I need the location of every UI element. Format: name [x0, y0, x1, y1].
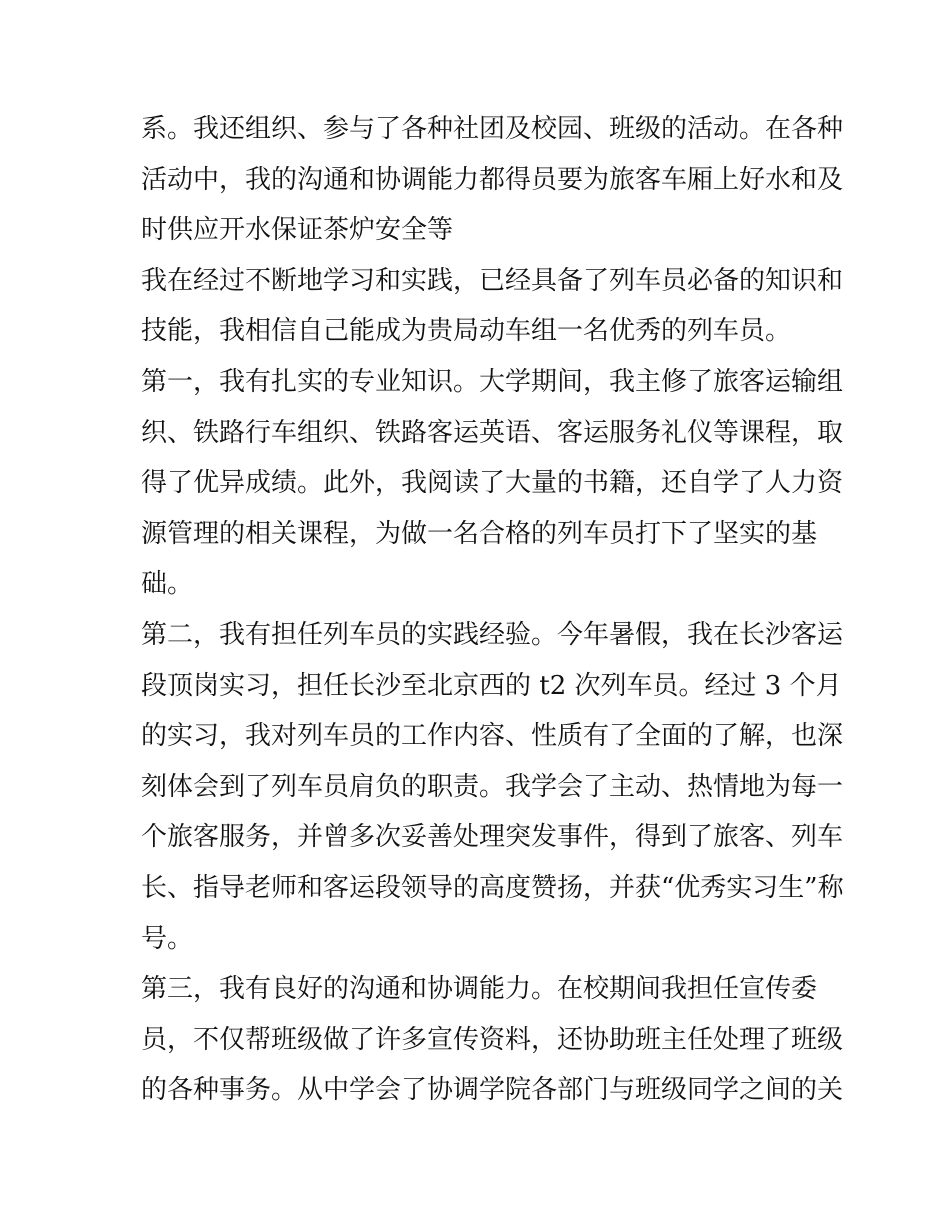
text-line: 第一，我有扎实的专业知识。大学期间，我主修了旅客运输组: [141, 366, 844, 397]
text-line: 系。我还组织、参与了各种社团及校园、班级的活动。在各种: [141, 114, 844, 144]
text-line: 第二，我有担任列车员的实践经验。今年暑假，我在长沙客运: [141, 619, 844, 650]
text-line: 员，不仅帮班级做了许多宣传资料，还协助班主任处理了班级: [141, 1024, 844, 1055]
text-line: 的各种事务。从中学会了协调学院各部门与班级同学之间的关: [141, 1075, 844, 1106]
text-line: 时供应开水保证茶炉安全等: [141, 215, 454, 246]
text-line: 的实习，我对列车员的工作内容、性质有了全面的了解，也深: [141, 721, 844, 752]
text-line: 织、铁路行车组织、铁路客运英语、客运服务礼仪等课程，取: [141, 417, 844, 448]
text-line: 个旅客服务，并曾多次妥善处理突发事件，得到了旅客、列车: [141, 822, 844, 853]
text-line: 础。: [141, 569, 194, 600]
text-line: 源管理的相关课程，为做一名合格的列车员打下了坚实的基: [141, 518, 818, 549]
text-line: 得了优异成绩。此外，我阅读了大量的书籍，还自学了人力资: [141, 468, 844, 499]
text-line: 我在经过不断地学习和实践，已经具备了列车员必备的知识和: [141, 265, 844, 296]
text-line: 刻体会到了列车员肩负的职责。我学会了主动、热情地为每一: [141, 771, 844, 802]
text-line: 长、指导老师和客运段领导的高度赞扬，并获“优秀实习生”称: [141, 872, 844, 903]
text-line: 段顶岗实习，担任长沙至北京西的 t2 次列车员。经过 3 个月: [141, 670, 842, 701]
text-line: 号。: [141, 923, 194, 954]
text-line: 第三，我有良好的沟通和协调能力。在校期间我担任宣传委: [141, 974, 818, 1005]
text-line: 活动中，我的沟通和协调能力都得员要为旅客车厢上好水和及: [141, 164, 844, 195]
body-text: [141, 104, 844, 1116]
text-line: 技能，我相信自己能成为贵局动车组一名优秀的列车员。: [141, 316, 792, 347]
